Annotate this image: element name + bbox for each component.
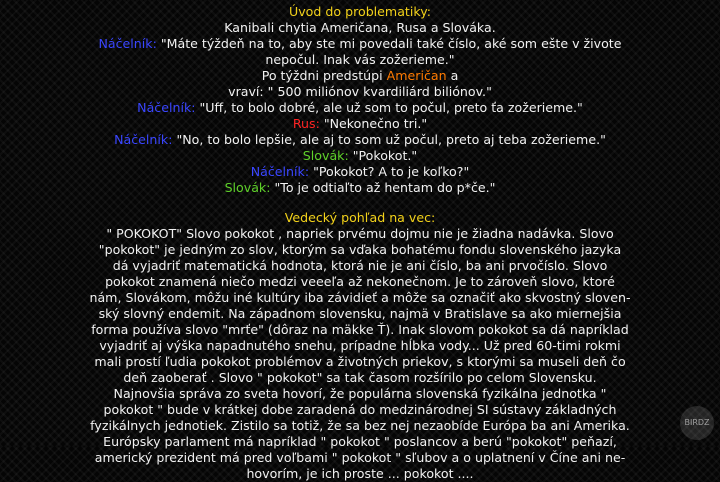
dialogue-line	[0, 116, 720, 132]
dialogue-text: nepočul. Inak vás zožerieme."	[265, 52, 455, 67]
dialogue-text: "Máte týždeň na to, aby ste mi povedali také číslo, aké som ešte v živote	[156, 36, 622, 51]
paragraph-line: mali prostí ľudia pokokot problémov a životných priekov, s ktorými sa museli deň čo	[94, 354, 626, 369]
speaker-label: Slovák:	[302, 148, 349, 163]
paragraph-line: nám, Slovákom, môžu iné kultúry iba závidieť a môže sa označiť ako skvostný sloven-	[89, 290, 631, 305]
intro-section	[0, 0, 720, 196]
paragraph-line: Európsky parlament má napríklad " pokokot " poslancov a berú "pokokot" peňazí,	[103, 434, 617, 449]
dialogue-line	[0, 36, 720, 52]
science-paragraph	[14, 226, 706, 482]
paragraph-line: dá vyjadriť matematická hodnota, ktorá nie je ani číslo, ba ani prvočíslo. Slovo	[112, 258, 608, 273]
dialogue-line	[0, 68, 720, 84]
dialogue-line	[0, 148, 720, 164]
paragraph-line: hovorím, je ich proste ... pokokot ....	[246, 466, 474, 481]
speaker-label: Slovák:	[224, 180, 271, 195]
dialogue-text: Kanibali chytia Američana, Rusa a Slováka.	[224, 20, 496, 35]
paragraph-line: Najnovšia správa zo sveta hovorí, že populárna slovenská fyzikálna jednotka "	[113, 386, 607, 401]
speaker-label: Náčelník:	[114, 132, 173, 147]
dialogue-text: "Pokokot? A to je koľko?"	[309, 164, 470, 179]
paragraph-line: pokokot znamená niečo medzi veeeľa až nekonečnom. Je to zároveň slovo, ktoré	[105, 274, 615, 289]
dialogue-line	[0, 132, 720, 148]
speaker-label: Američan	[386, 68, 447, 83]
dialogue-line	[0, 180, 720, 196]
paragraph-line: vyjadriť aj výška napadnutého snehu, prípadne hĺbka vody... Už pred 60-timi rokmi	[99, 338, 621, 353]
dialogue-text: Po týždni predstúpi	[261, 68, 387, 83]
speaker-label: Rus:	[292, 116, 320, 131]
dialogue-line	[0, 100, 720, 116]
dialogue-line	[0, 20, 720, 36]
paragraph-line: fyzikálnych jednotiek. Zistilo sa totiž, že sa bez nej nezaobíde Európa ba ani Amerika.	[90, 418, 630, 433]
section-gap	[0, 196, 720, 210]
dialogue-text: a	[446, 68, 459, 83]
paragraph-line: pokokot " bude v krátkej dobe zaradená do medzinárodnej SI sústavy základných	[103, 402, 617, 417]
dialogue-text: "Nekonečno tri."	[319, 116, 428, 131]
paragraph-line: "pokokot" je jedným zo slov, ktorým sa vďaka bohatému fondu slovenského jazyka	[98, 242, 622, 257]
paragraph-line: americký prezident má pred voľbami " pokokot " sľubov a o uplatnení v Číne ani ne-	[94, 450, 626, 465]
dialogue-line	[0, 52, 720, 68]
dialogue-text: "Pokokot."	[348, 148, 418, 163]
dialogue-line	[0, 84, 720, 100]
dialogue-text: "Uff, to bolo dobré, ale už som to počul, preto ťa zožerieme."	[195, 100, 583, 115]
intro-dialogue	[0, 20, 720, 196]
dialogue-line	[0, 164, 720, 180]
paragraph-line: ský slovný endemit. Na západnom slovensku, najmä v Bratislave sa ako miernejšia	[98, 306, 622, 321]
watermark-logo: BIRDZ	[680, 406, 714, 440]
dialogue-text: "To je odtiaľto až hentam do p*če."	[270, 180, 496, 195]
science-heading: Vedecký pohľad na vec:	[284, 210, 436, 225]
dialogue-text: "No, to bolo lepšie, ale aj to som už počul, preto aj teba zožerieme."	[172, 132, 606, 147]
speaker-label: Náčelník:	[137, 100, 196, 115]
speaker-label: Náčelník:	[98, 36, 157, 51]
paragraph-line: forma používa slovo "mrťe" (dôraz na mäkke Ť). Inak slovom pokokot sa dá napríklad	[91, 322, 629, 337]
intro-heading: Úvod do problematiky:	[289, 4, 431, 19]
speaker-label: Náčelník:	[250, 164, 310, 179]
dialogue-text: vraví: " 500 miliónov kvardiliárd biliónov."	[228, 84, 492, 99]
paragraph-line: deň zaoberať . Slovo " pokokot" sa tak časom rozšírilo po celom Slovensku.	[123, 370, 597, 385]
science-section	[0, 210, 720, 482]
paragraph-line: " POKOKOT" Slovo pokokot , napriek prvému dojmu nie je žiadna nadávka. Slovo	[106, 226, 614, 241]
